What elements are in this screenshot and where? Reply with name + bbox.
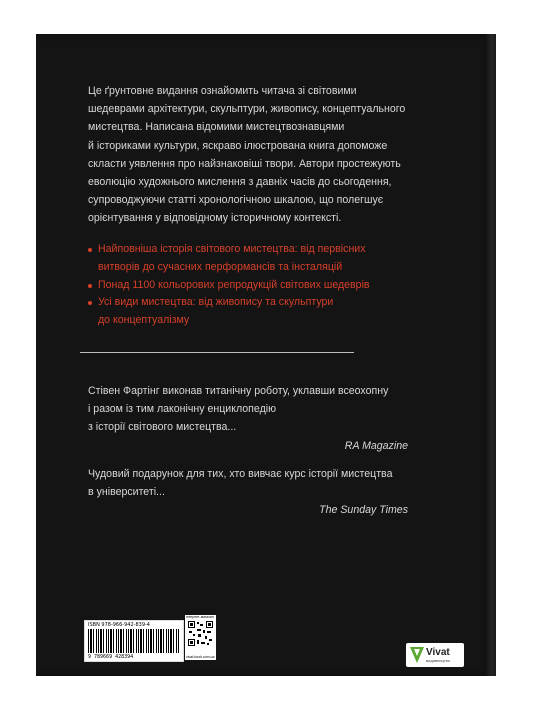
feature-line: Усі види мистецтва: від живопису та скульптури bbox=[98, 296, 334, 309]
review-quote bbox=[88, 465, 408, 520]
qr-caption: інтернет-магазин bbox=[186, 615, 214, 619]
qr-code-icon bbox=[188, 621, 213, 646]
intro-line: й істориками культури, яскраво ілюстрована книга допоможе bbox=[88, 139, 388, 152]
intro-line: еволюцію художнього мислення з давніх часів до сьогодення, bbox=[88, 176, 392, 189]
qr-caption: vivat-book.com.ua bbox=[186, 655, 215, 659]
book-back-cover bbox=[36, 34, 496, 676]
cover-edge bbox=[486, 34, 496, 676]
quote-source: RA Magazine bbox=[344, 439, 408, 452]
quote-line: з історії світового мистецтва... bbox=[88, 421, 237, 434]
intro-line: орієнтування у відповідному історичному контексті. bbox=[88, 212, 342, 225]
feature-item bbox=[88, 294, 408, 330]
quote-line: Стівен Фартінг виконав титанічну роботу, уклавши всеохопну bbox=[88, 385, 389, 397]
intro-line: Це ґрунтовне видання ознайомить читача зі світовими bbox=[88, 85, 357, 97]
feature-line: Найповніша історія світового мистецтва: від первісних bbox=[98, 243, 366, 255]
intro-line: мистецтва. Написана відомими мистецтвознавцями bbox=[88, 121, 345, 134]
publisher-tagline: видавництво bbox=[426, 658, 450, 663]
quote-line: Чудовий подарунок для тих, хто вивчає курс історії мистецтва bbox=[88, 468, 393, 480]
publisher-name: Vivat bbox=[426, 647, 450, 658]
isbn-barcode bbox=[84, 620, 184, 662]
feature-item bbox=[88, 277, 408, 295]
feature-line: до концептуалізму bbox=[98, 314, 190, 327]
quote-source: The Sunday Times bbox=[319, 504, 408, 517]
intro-paragraph bbox=[88, 82, 418, 228]
feature-list bbox=[88, 241, 408, 330]
intro-line: шедеврами архітектури, скульптури, живопису, концептуального bbox=[88, 103, 406, 116]
vivat-logo-icon bbox=[409, 646, 425, 664]
barcode-bars bbox=[88, 629, 180, 653]
barcode-digits: 9 789669 428394 bbox=[88, 654, 134, 660]
intro-line: супроводжуючи статті хронологічною шкалою, що полегшує bbox=[88, 194, 384, 207]
feature-line: Понад 1100 кольорових репродукцій світових шедеврів bbox=[98, 278, 370, 291]
publisher-logo bbox=[406, 643, 464, 667]
qr-code-block bbox=[185, 615, 216, 660]
isbn-number: ISBN 978-966-942-839-4 bbox=[88, 622, 150, 628]
review-quote bbox=[88, 382, 408, 455]
section-divider bbox=[80, 352, 354, 353]
quote-line: в університеті... bbox=[88, 486, 165, 499]
feature-line: витворів до сучасних перформансів та інсталяцій bbox=[98, 260, 343, 273]
feature-item bbox=[88, 241, 408, 277]
quote-line: і разом із тим лаконічну енциклопедію bbox=[88, 403, 277, 416]
intro-line: скласти уявлення про найзнаковіші твори. Автори простежують bbox=[88, 157, 401, 170]
